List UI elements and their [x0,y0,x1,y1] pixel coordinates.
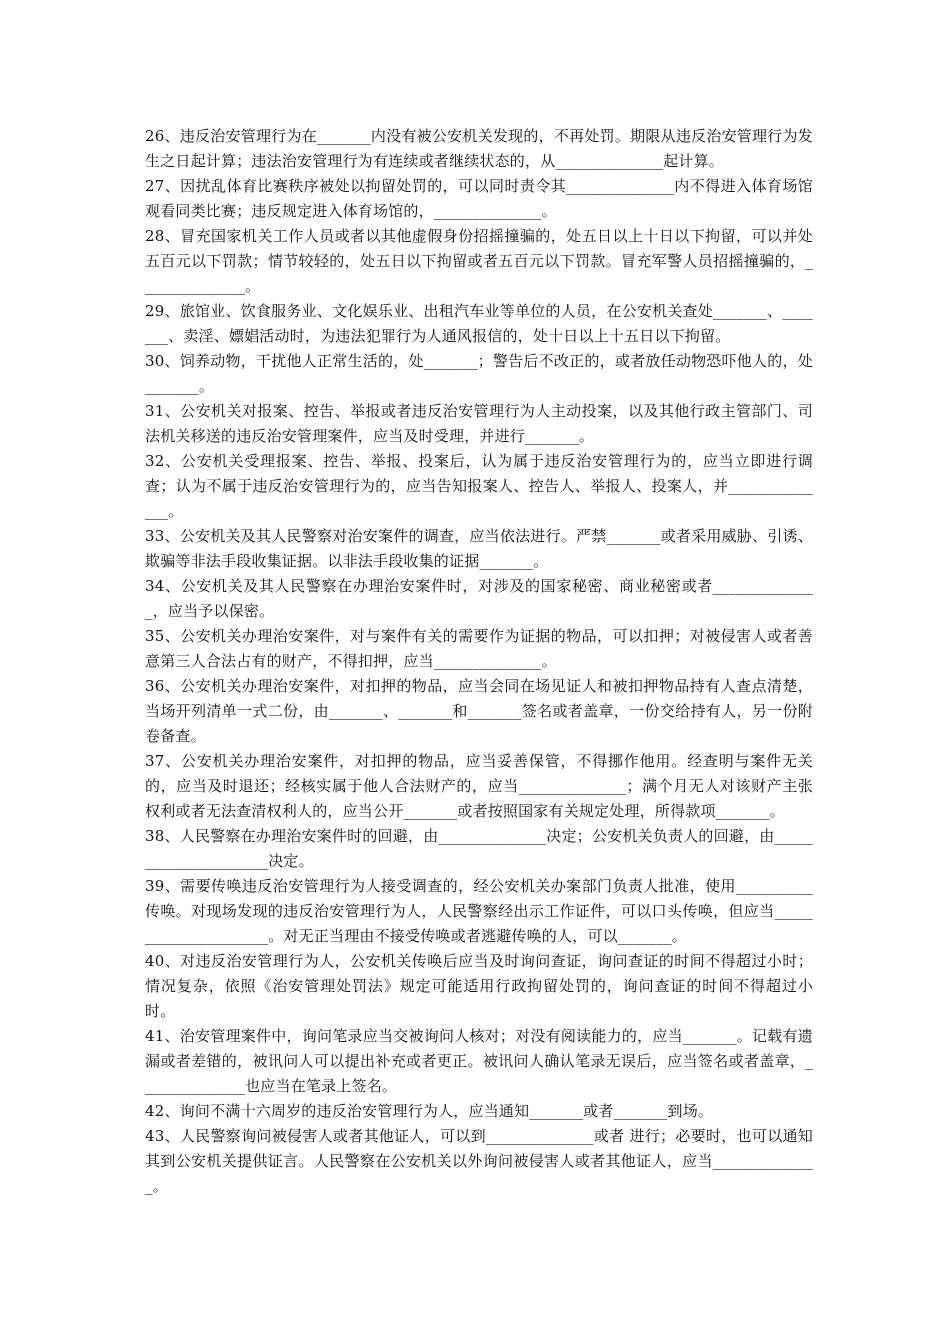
question-28: 28、冒充国家机关工作人员或者以其他虚假身份招摇撞骗的，处五日以上十日以下拘留，可以并处五百元以下罚款；情节较轻的，处五日以下拘留或者五百元以下罚款。冒充军警人员招摇撞骗的，______________。 [145,227,813,295]
question-list [145,124,813,1199]
question-32: 32、公安机关受理报案、控告、举报、投案后，认为属于违反治安管理行为的，应当立即进行调查；认为不属于违反治安管理行为的，应当告知报案人、控告人、举报人、投案人，并______________。 [145,452,813,520]
question-38: 38、人民警察在办理治安案件时的回避，由______________决定；公安机关负责人的回避，由_____________________决定。 [145,827,813,870]
question-35: 35、公安机关办理治安案件，对与案件有关的需要作为证据的物品，可以扣押；对被侵害人或者善意第三人合法占有的财产，不得扣押，应当______________。 [145,627,813,670]
question-31: 31、公安机关对报案、控告、举报或者违反治安管理行为人主动投案，以及其他行政主管部门、司法机关移送的违反治安管理案件，应当及时受理，并进行_______。 [145,402,813,445]
question-26: 26、违反治安管理行为在_______内没有被公安机关发现的，不再处罚。期限从违反治安管理行为发生之日起计算；违法治安管理行为有连续或者继续状态的，从______________起计算。 [145,127,813,170]
question-29: 29、旅馆业、饮食服务业、文化娱乐业、出租汽车业等单位的人员，在公安机关查处_______、_______、卖淫、嫖娼活动时，为违法犯罪行为人通风报信的，处十日以上十五日以下拘留。 [145,302,813,345]
question-41: 41、治安管理案件中，询问笔录应当交被询问人核对；对没有阅读能力的，应当_______。记载有遗漏或者差错的，被讯问人可以提出补充或者更正。被讯问人确认笔录无误后，应当签名或者盖章，______________也应当在笔录上签名。 [145,1027,813,1095]
question-30: 30、饲养动物，干扰他人正常生活的，处_______；警告后不改正的，或者放任动物恐吓他人的，处_______。 [145,352,813,395]
question-43: 43、人民警察询问被侵害人或者其他证人，可以到______________或者 进行；必要时，也可以通知其到公安机关提供证言。人民警察在公安机关以外询问被侵害人或者其他证人，应当______________。 [145,1127,813,1195]
question-37: 37、公安机关办理治安案件，对扣押的物品，应当妥善保管，不得挪作他用。经查明与案件无关的，应当及时退还；经核实属于他人合法财产的，应当______________；满个月无人对该财产主张权利或者无法查清权利人的，应当公开_______或者按照国家有关规定处理，所得款项_______。 [145,752,813,820]
question-27: 27、因扰乱体育比赛秩序被处以拘留处罚的，可以同时责令其______________内不得进入体育场馆观看同类比赛；违反规定进入体育场馆的，______________。 [145,177,813,220]
question-34: 34、公安机关及其人民警察在办理治安案件时，对涉及的国家秘密、商业秘密或者______________，应当予以保密。 [145,577,813,620]
question-33: 33、公安机关及其人民警察对治安案件的调查，应当依法进行。严禁_______或者采用威胁、引诱、欺骗等非法手段收集证据。以非法手段收集的证据_______。 [145,527,813,570]
question-40: 40、对违反治安管理行为人，公安机关传唤后应当及时询问查证，询问查证的时间不得超过小时；情况复杂，依照《治安管理处罚法》规定可能适用行政拘留处罚的，询问查证的时间不得超过小时。 [145,952,813,1020]
question-39: 39、需要传唤违反治安管理行为人接受调查的，经公安机关办案部门负责人批准，使用__________传唤。对现场发现的违反治安管理行为人，人民警察经出示工作证件，可以口头传唤，但应当_____________________。对无正当理由不接受传唤或者逃避传唤的人，可以_______。 [145,877,813,945]
question-36: 36、公安机关办理治安案件，对扣押的物品，应当会同在场见证人和被扣押物品持有人查点清楚，当场开列清单一式二份，由_______、_______和_______签名或者盖章，一份交给持有人，另一份附卷备查。 [145,677,813,745]
question-42: 42、询问不满十六周岁的违反治安管理行为人，应当通知_______或者_______到场。 [145,1102,714,1120]
